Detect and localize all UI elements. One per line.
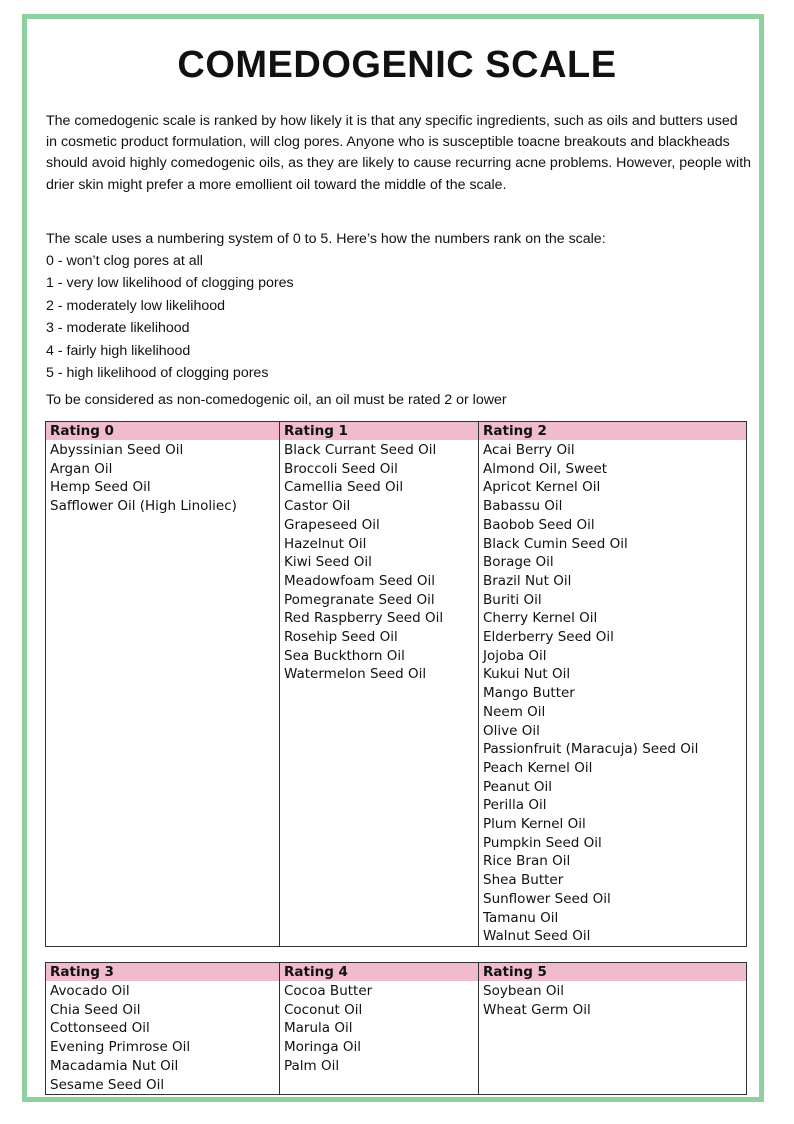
oil-item: Baobob Seed Oil — [483, 516, 595, 533]
oil-item: Argan Oil — [50, 460, 113, 477]
oil-item: Pomegranate Seed Oil — [284, 591, 435, 608]
oil-item: Jojoba Oil — [483, 647, 547, 664]
oil-item: Shea Butter — [483, 872, 564, 889]
oil-item: Sesame Seed Oil — [50, 1076, 165, 1093]
oil-item: Camellia Seed Oil — [284, 479, 404, 496]
oil-item: Mango Butter — [483, 685, 575, 702]
oil-item: Coconut Oil — [284, 1001, 363, 1018]
rating-0-list — [50, 441, 275, 516]
rating-4-cell — [280, 981, 479, 1095]
oil-item: Kiwi Seed Oil — [284, 554, 372, 571]
oil-item: Neem Oil — [483, 703, 546, 720]
oil-item: Buriti Oil — [483, 591, 542, 608]
scale-item: 0 - won’t clog pores at all — [46, 253, 203, 269]
oil-item: Evening Primrose Oil — [50, 1039, 191, 1056]
oil-item: Cottonseed Oil — [50, 1020, 150, 1037]
intro-paragraph: The comedogenic scale is ranked by how likely it is that any specific ingredients, such as oils and butters used in cosmetic product formulation, will clog pores. Anyone who is susceptible toacne breakouts and blackheads should avoid highly comedogenic oils, as they are likely to cause recurring acne problems. However, people with drier skin might prefer a more emollient oil toward the middle of the scale. — [46, 113, 752, 193]
oil-item: Watermelon Seed Oil — [284, 666, 427, 683]
oil-item: Palm Oil — [284, 1057, 340, 1074]
oil-item: Perilla Oil — [483, 797, 547, 814]
oil-item: Moringa Oil — [284, 1039, 362, 1056]
rating-4-header: Rating 4 — [280, 963, 479, 982]
oil-item: Broccoli Seed Oil — [284, 460, 398, 477]
oil-item: Grapeseed Oil — [284, 516, 380, 533]
scale-item: 4 - fairly high likelihood — [46, 342, 191, 359]
oil-item: Hazelnut Oil — [284, 535, 367, 552]
oil-item: Soybean Oil — [483, 983, 564, 999]
oil-item: Almond Oil, Sweet — [483, 460, 608, 477]
rating-3-cell — [46, 981, 280, 1095]
oil-item: Abyssinian Seed Oil — [50, 442, 184, 458]
rating-5-cell — [479, 981, 747, 1095]
oil-item: Wheat Germ Oil — [483, 1001, 591, 1018]
ratings-table-high — [45, 962, 747, 1095]
scale-item: 2 - moderately low likelihood — [46, 297, 226, 314]
rating-0-cell — [46, 440, 280, 946]
oil-item: Marula Oil — [284, 1020, 353, 1037]
oil-item: Pumpkin Seed Oil — [483, 834, 602, 851]
oil-item: Hemp Seed Oil — [50, 479, 151, 496]
oil-item: Acai Berry Oil — [483, 442, 575, 458]
ratings-table-low — [45, 421, 747, 947]
scale-item: 5 - high likelihood of clogging pores — [46, 365, 269, 382]
scale-item: 3 - moderate likelihood — [46, 320, 190, 337]
oil-item: Borage Oil — [483, 554, 554, 571]
oil-item: Rice Bran Oil — [483, 853, 571, 870]
scale-list — [46, 250, 294, 384]
oil-item: Safflower Oil (High Linoliec) — [50, 498, 237, 515]
oil-item: Plum Kernel Oil — [483, 816, 586, 833]
oil-item: Olive Oil — [483, 722, 540, 739]
page-title: COMEDOGENIC SCALE — [177, 44, 617, 86]
non-comedogenic-note: To be considered as non-comedogenic oil, an oil must be rated 2 or lower — [46, 392, 507, 408]
oil-item: Tamanu Oil — [483, 909, 559, 926]
oil-item: Cocoa Butter — [284, 983, 373, 999]
oil-item: Cherry Kernel Oil — [483, 610, 598, 627]
oil-item: Castor Oil — [284, 498, 351, 515]
oil-item: Sea Buckthorn Oil — [284, 647, 405, 664]
oil-item: Peach Kernel Oil — [483, 759, 593, 776]
oil-item: Rosehip Seed Oil — [284, 629, 398, 646]
oil-item: Elderberry Seed Oil — [483, 629, 614, 646]
rating-1-cell — [280, 440, 479, 946]
oil-item: Macadamia Nut Oil — [50, 1057, 179, 1074]
rating-2-cell — [479, 440, 747, 946]
rating-2-header: Rating 2 — [479, 422, 747, 441]
oil-item: Red Raspberry Seed Oil — [284, 610, 444, 627]
oil-item: Meadowfoam Seed Oil — [284, 572, 435, 589]
rating-5-header: Rating 5 — [479, 963, 747, 982]
rating-1-header: Rating 1 — [280, 422, 479, 441]
scale-item: 1 - very low likelihood of clogging pores — [46, 275, 294, 292]
oil-item: Brazil Nut Oil — [483, 572, 572, 589]
oil-item: Chia Seed Oil — [50, 1001, 141, 1018]
oil-item: Babassu Oil — [483, 498, 563, 515]
oil-item: Passionfruit (Maracuja) Seed Oil — [483, 741, 699, 758]
oil-item: Kukui Nut Oil — [483, 666, 571, 683]
rating-1-list — [284, 441, 474, 684]
rating-3-list — [50, 982, 275, 1094]
oil-item: Black Currant Seed Oil — [284, 442, 437, 458]
rating-0-header: Rating 0 — [46, 422, 280, 441]
rating-4-list — [284, 982, 474, 1076]
oil-item: Avocado Oil — [50, 983, 130, 999]
oil-item: Peanut Oil — [483, 778, 553, 795]
oil-item: Apricot Kernel Oil — [483, 479, 601, 496]
scale-intro: The scale uses a numbering system of 0 to 5. Here’s how the numbers rank on the scale: — [46, 231, 606, 247]
oil-item: Black Cumin Seed Oil — [483, 535, 628, 552]
oil-item: Sunflower Seed Oil — [483, 890, 611, 907]
rating-3-header: Rating 3 — [46, 963, 280, 982]
rating-5-list — [483, 982, 742, 1019]
rating-2-list — [483, 441, 742, 946]
oil-item: Walnut Seed Oil — [483, 928, 591, 945]
